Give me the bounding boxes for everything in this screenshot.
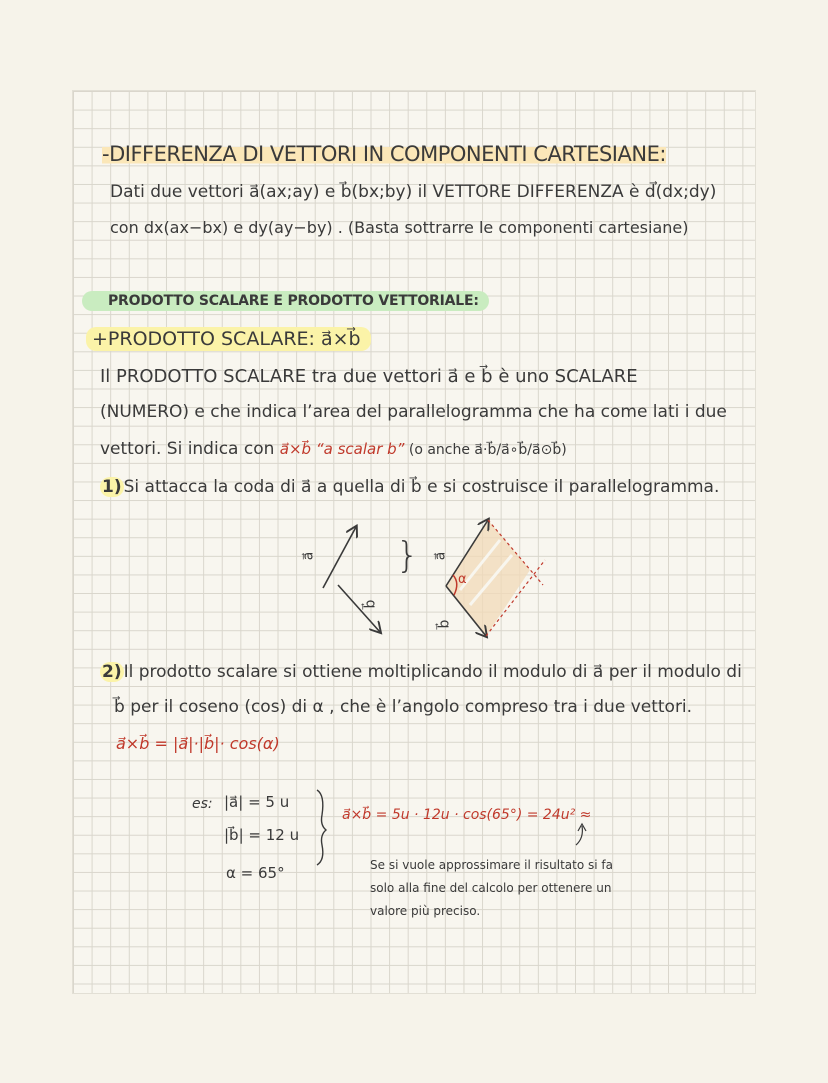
example-note-1: Se si vuole approssimare il risultato si fa <box>370 858 613 872</box>
example-note-2: solo alla fine del calcolo per ottenere un <box>370 881 612 895</box>
step-2-number: 2) <box>102 662 122 682</box>
step-2-text: Il prodotto scalare si ottiene moltiplicando il modulo di a⃗ per il modulo di <box>123 662 742 682</box>
scalar-paragraph-1: Il PRODOTTO SCALARE tra due vettori a⃗ e b⃗ è uno SCALARE <box>100 366 638 387</box>
vector-a-arrow <box>323 527 356 588</box>
scalar-paragraph-3-text: vettori. Si indica con <box>100 439 280 459</box>
vector-b-arrow <box>338 585 380 632</box>
diagram-label-b: b⃗ <box>362 599 379 609</box>
difference-title: -DIFFERENZA DI VETTORI IN COMPONENTI CARTESIANE: <box>102 142 666 166</box>
step-2-line-1 <box>100 662 742 682</box>
step-1-text: Si attacca la coda di a⃗ a quella di b⃗ e si costruisce il parallelogramma. <box>123 477 720 497</box>
step-1-number: 1) <box>102 477 122 497</box>
example-result: a⃗×b⃗ = 5u · 12u · cos(65°) = 24u² ≈ <box>342 807 592 823</box>
example-alpha: α = 65° <box>226 864 285 882</box>
scalar-subtitle: +PRODOTTO SCALARE: a⃗×b⃗ <box>86 327 371 351</box>
example-left-brace <box>317 790 326 865</box>
difference-line-2: con dx(ax−bx) e dy(ay−by) . (Basta sottrarre le componenti cartesiane) <box>110 218 689 237</box>
diagram-label-a2: a⃗ <box>432 551 449 561</box>
diagram-brace: } <box>396 535 419 576</box>
diagram-label-b2: b⃗ <box>436 619 453 629</box>
example-a-modulus: |a⃗| = 5 u <box>224 793 290 811</box>
scalar-notation: a⃗×b⃗ “a scalar b” <box>279 440 405 458</box>
example-b-modulus: |b⃗| = 12 u <box>224 826 300 844</box>
section-heading: PRODOTTO SCALARE E PRODOTTO VETTORIALE: <box>82 291 489 311</box>
diagram-label-a: a⃗ <box>300 551 317 561</box>
scalar-notation-alt: (o anche a⃗·b⃗/a⃗∘b⃗/a⃗⊙b⃗) <box>404 442 567 458</box>
step-2-line-2: b⃗ per il coseno (cos) di α , che è l’angolo compreso tra i due vettori. <box>114 697 693 717</box>
scalar-formula: a⃗×b⃗ = |a⃗|·|b⃗|· cos(α) <box>116 734 280 753</box>
difference-line-1: Dati due vettori a⃗(ax;ay) e b⃗(bx;by) il VETTORE DIFFERENZA è d⃗(dx;dy) <box>110 182 717 202</box>
example-label: es: <box>192 796 213 812</box>
diagram-angle-label: α <box>458 572 467 587</box>
scalar-paragraph-2: (NUMERO) e che indica l’area del parallelogramma che ha come lati i due <box>100 402 727 422</box>
example-note-3: valore più preciso. <box>370 904 481 918</box>
